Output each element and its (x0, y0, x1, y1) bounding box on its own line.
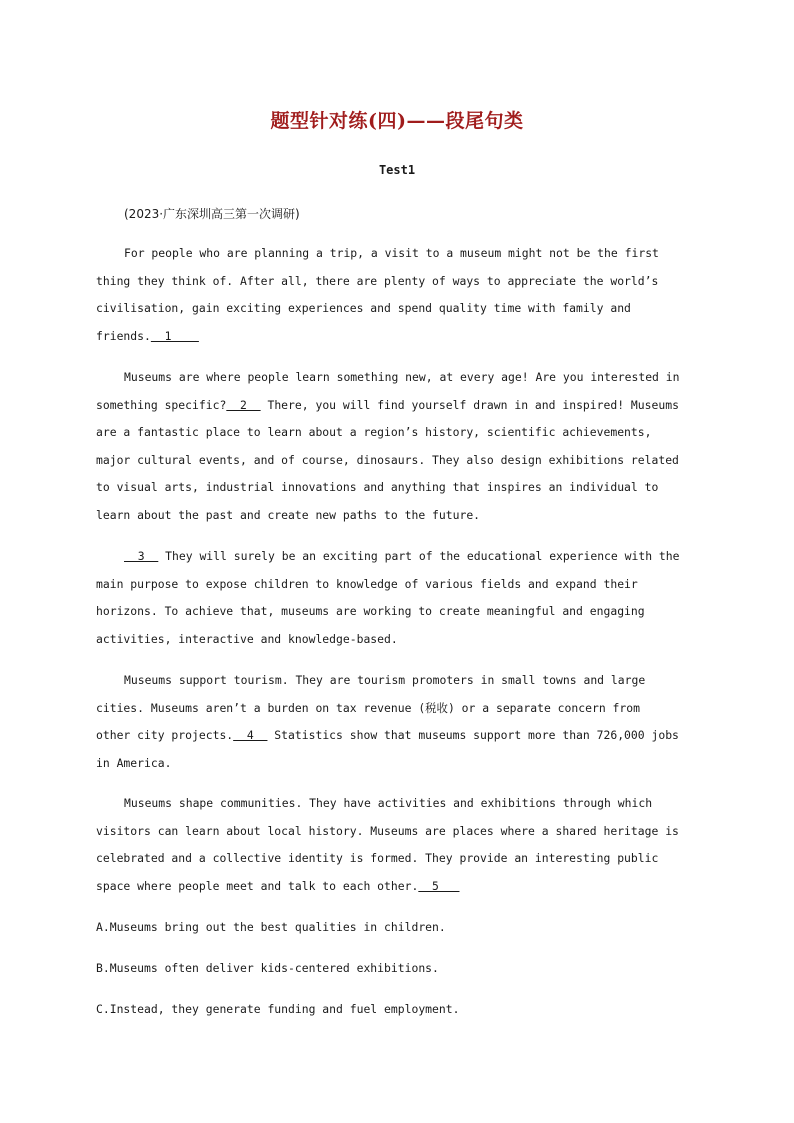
paragraph-3 (96, 543, 696, 653)
paragraph-line: in America. (96, 755, 172, 770)
paragraph-line: Museums are where people learn something new, at every age! Are you interested in (124, 370, 680, 384)
paragraph-line: main purpose to expose children to knowledge of various fields and expand their (96, 576, 638, 591)
paragraph-line: There, you will find yourself drawn in and inspired! Museums (260, 397, 679, 412)
blank-4: 4 (233, 728, 268, 743)
paragraph-line: to visual arts, industrial innovations and anything that inspires an individual to (96, 480, 659, 495)
paragraph-line: major cultural events, and of course, dinosaurs. They also design exhibitions related (96, 452, 679, 467)
blank-3: 3 (124, 549, 159, 563)
paragraph-line: learn about the past and create new paths to the future. (96, 507, 481, 522)
paragraph-line: are a fantastic place to learn about a region’s history, scientific achievements, (96, 425, 652, 440)
test-label: Test1 (378, 163, 416, 177)
source-note: (2023·广东深圳高三第一次调研) (124, 207, 300, 221)
option-b: B.Museums often deliver kids-centered exhibitions. (96, 961, 439, 975)
blank-5: 5 (418, 878, 460, 893)
paragraph-line: horizons. To achieve that, museums are working to create meaningful and engaging (96, 604, 645, 619)
blank-2: 2 (226, 397, 261, 412)
paragraph-line: celebrated and a collective identity is formed. They provide an interesting public (96, 851, 659, 866)
paragraph-line: something specific? (96, 397, 227, 412)
paragraph-line: Museums support tourism. They are tourism promoters in small towns and large (124, 673, 646, 687)
paragraph-line: civilisation, gain exciting experiences and spend quality time with family and (96, 301, 631, 316)
paragraph-line: For people who are planning a trip, a visit to a museum might not be the first (124, 246, 659, 260)
paragraph-line: friends. (96, 328, 151, 343)
option-a: A.Museums bring out the best qualities in children. (96, 920, 446, 934)
paragraph-line: space where people meet and talk to each other. (96, 878, 419, 893)
paragraph-line: Statistics show that museums support more than 726,000 jobs (267, 728, 679, 743)
blank-1: 1 (150, 328, 199, 343)
page-title: 题型针对练(四)——段尾句类 (270, 110, 524, 132)
paragraph-2 (96, 364, 696, 530)
paragraph-line: They will surely be an exciting part of the educational experience with the (158, 549, 680, 563)
paragraph-line: activities, interactive and knowledge-based. (96, 631, 398, 646)
paragraph-4 (96, 667, 696, 777)
paragraph-line: other city projects. (96, 728, 234, 743)
paragraph-5 (96, 790, 696, 900)
option-c: C.Instead, they generate funding and fuel employment. (96, 1002, 460, 1016)
paragraph-line: visitors can learn about local history. Museums are places where a shared heritage is (96, 823, 679, 838)
paragraph-line: Museums shape communities. They have activities and exhibitions through which (124, 796, 653, 810)
paragraph-line: cities. Museums aren’t a burden on tax revenue (税收) or a separate concern from (96, 700, 640, 715)
paragraph-line: thing they think of. After all, there are plenty of ways to appreciate the world’s (96, 273, 659, 288)
paragraph-1 (96, 240, 696, 350)
